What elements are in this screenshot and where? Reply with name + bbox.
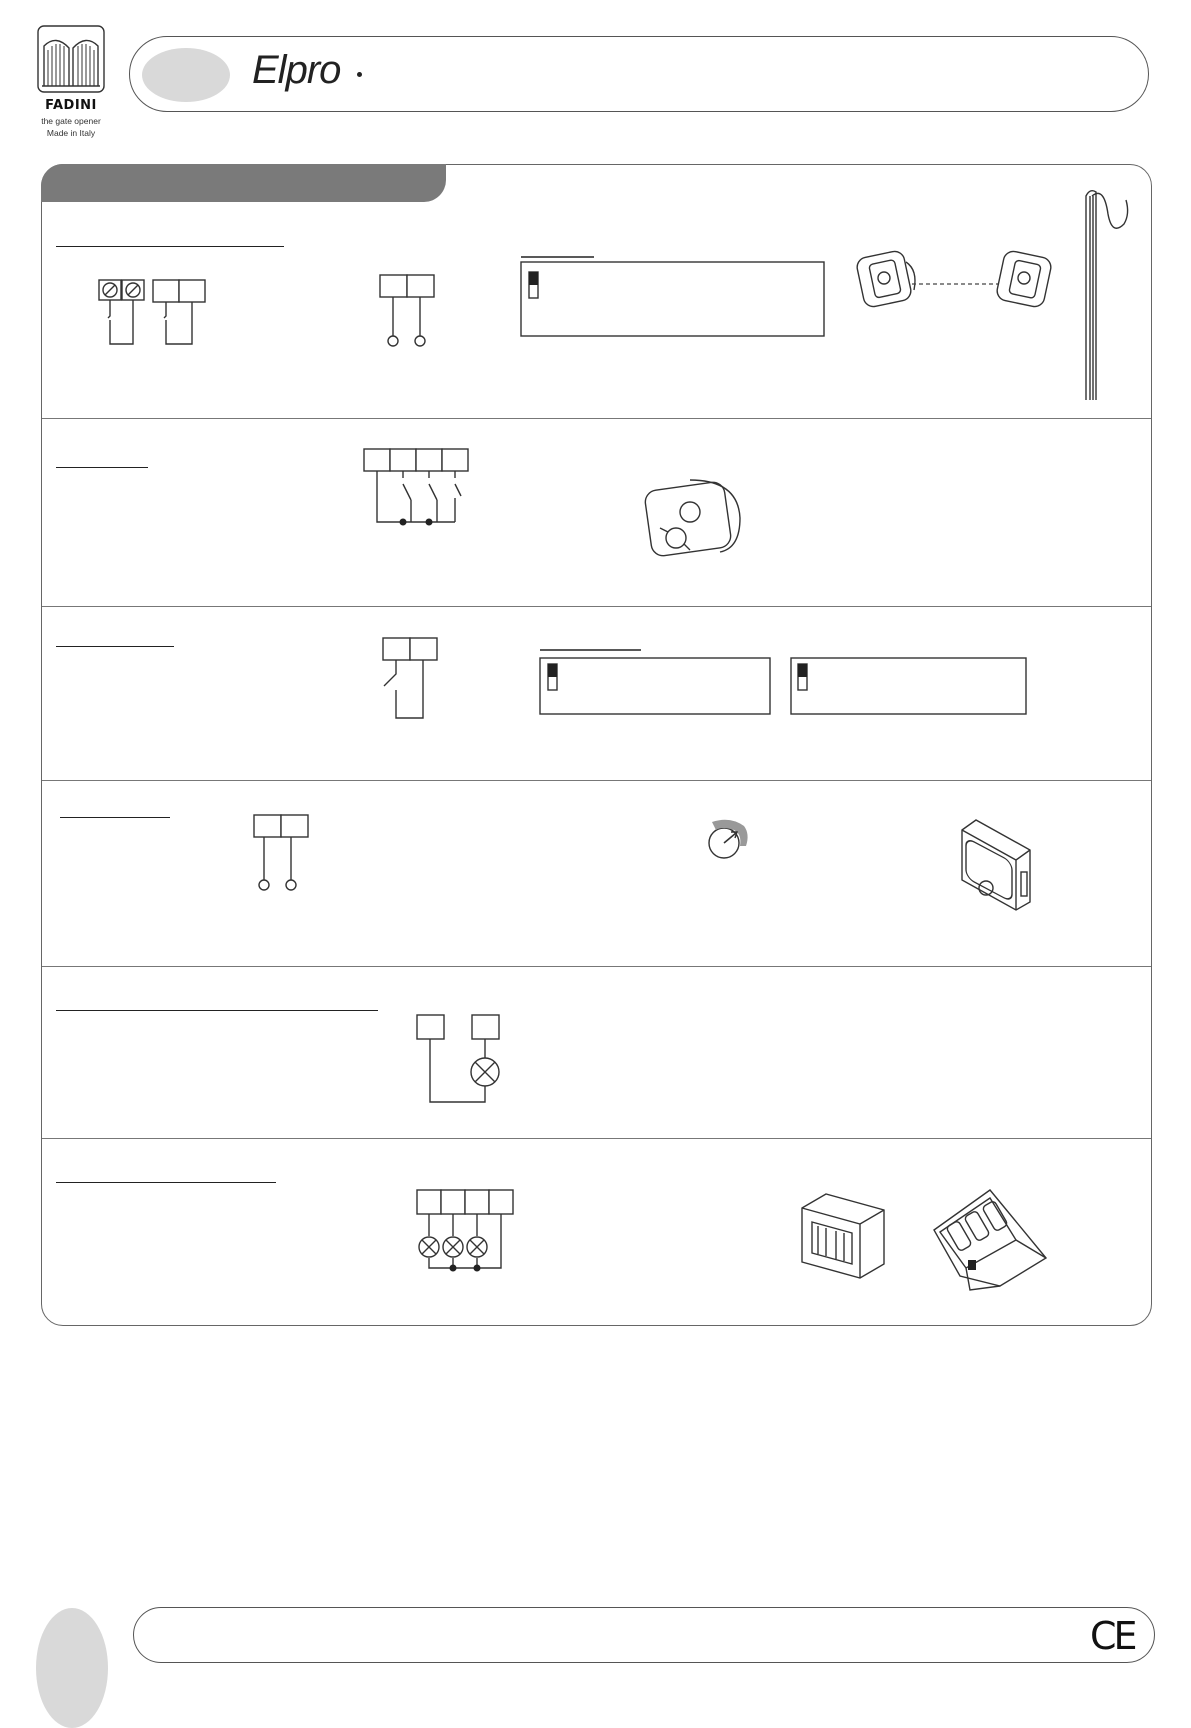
potentiometer-icon: [709, 820, 748, 858]
lamp-icon: [467, 1237, 487, 1257]
lamp-icon: [419, 1237, 439, 1257]
footer-bar: [133, 1607, 1155, 1663]
photocell-icon: [995, 250, 1052, 309]
dip-switch-box: [521, 257, 824, 336]
antenna-icon: [1086, 191, 1128, 400]
terminal-block-icon: [364, 449, 468, 526]
terminal-block-icon: [99, 280, 205, 344]
ce-mark: CE: [1090, 1614, 1135, 1658]
terminal-block-icon: [254, 815, 308, 890]
photocell-icon: [855, 250, 915, 309]
radio-receiver-icon: [962, 820, 1030, 910]
brand-origin: Made in Italy: [46, 128, 96, 138]
terminal-block-icon: [383, 638, 437, 718]
lamp-circuit: [417, 1015, 499, 1102]
terminal-block-icon: [380, 275, 434, 346]
terminal-block-icon: [417, 1190, 513, 1272]
footer-oval: [36, 1608, 108, 1728]
push-button-panel-icon: [934, 1190, 1046, 1290]
push-button-panel-icon: [802, 1194, 884, 1278]
brand-tagline: the gate opener: [41, 116, 101, 126]
dip-switch-box: [540, 650, 770, 714]
key-selector-icon: [644, 480, 740, 557]
lamp-icon: [443, 1237, 463, 1257]
product-name: Elpro: [252, 48, 341, 92]
brand-name: FADINI: [45, 98, 97, 113]
dip-switch-box: [791, 658, 1026, 714]
lamp-icon: [471, 1058, 499, 1086]
